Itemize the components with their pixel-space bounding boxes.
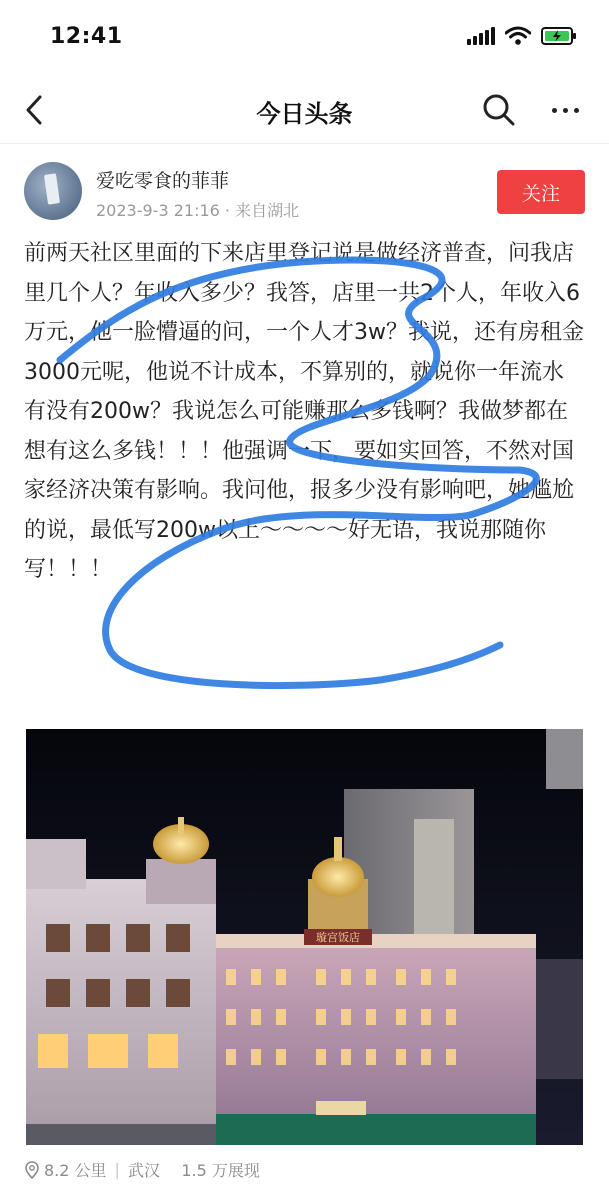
hotel-sign-text: 璇宫饭店	[316, 932, 360, 944]
page-title: 今日头条	[256, 100, 353, 128]
article-photo[interactable]	[26, 729, 583, 1145]
author-name[interactable]: 爱吃零食的菲菲	[96, 170, 230, 192]
more-dot-icon	[552, 108, 557, 113]
night-building-photo	[26, 729, 583, 1145]
post-meta: 2023-9-3 21:16 · 来自湖北	[96, 201, 300, 220]
separator: |	[114, 1160, 120, 1179]
author-row	[24, 158, 585, 224]
post-footer	[24, 1158, 260, 1181]
search-icon	[481, 92, 517, 128]
search-button[interactable]	[481, 92, 517, 128]
location-pin-icon	[24, 1161, 40, 1179]
city-text[interactable]: 武汉	[127, 1161, 160, 1180]
nav-divider	[0, 143, 609, 144]
more-button[interactable]	[545, 92, 585, 128]
status-icons	[467, 26, 577, 46]
views-text: 1.5 万展现	[181, 1161, 260, 1180]
wifi-icon	[505, 26, 531, 46]
distance-text: 8.2 公里	[44, 1161, 107, 1180]
avatar[interactable]	[24, 162, 82, 220]
article-body: 前两天社区里面的下来店里登记说是做经济普查，问我店里几个人？年收入多少？我答，店里一共2个人，年收入6万元，他一脸懵逼的问，一个人才3w？我说，还有房租金3000元呢，他说不计成本，不算别的，就说你一年流水有没有200w？我说怎么可能赚那么多钱啊？我做梦都在想有这么多钱！！！他强调一下，要如实回答，不然对国家经济决策有影响。我问他，报多少没有影响吧，她尴尬的说，最低写200w以上～～～～好无语，我说那随你写！！！	[24, 241, 584, 582]
status-bar	[0, 0, 609, 76]
status-time: 12:41	[50, 24, 123, 49]
battery-charging-icon	[541, 26, 577, 46]
more-dot-icon	[574, 108, 579, 113]
follow-button[interactable]: 关注	[497, 170, 585, 214]
nav-bar	[0, 76, 609, 144]
more-dot-icon	[563, 108, 568, 113]
signal-icon	[467, 27, 495, 45]
